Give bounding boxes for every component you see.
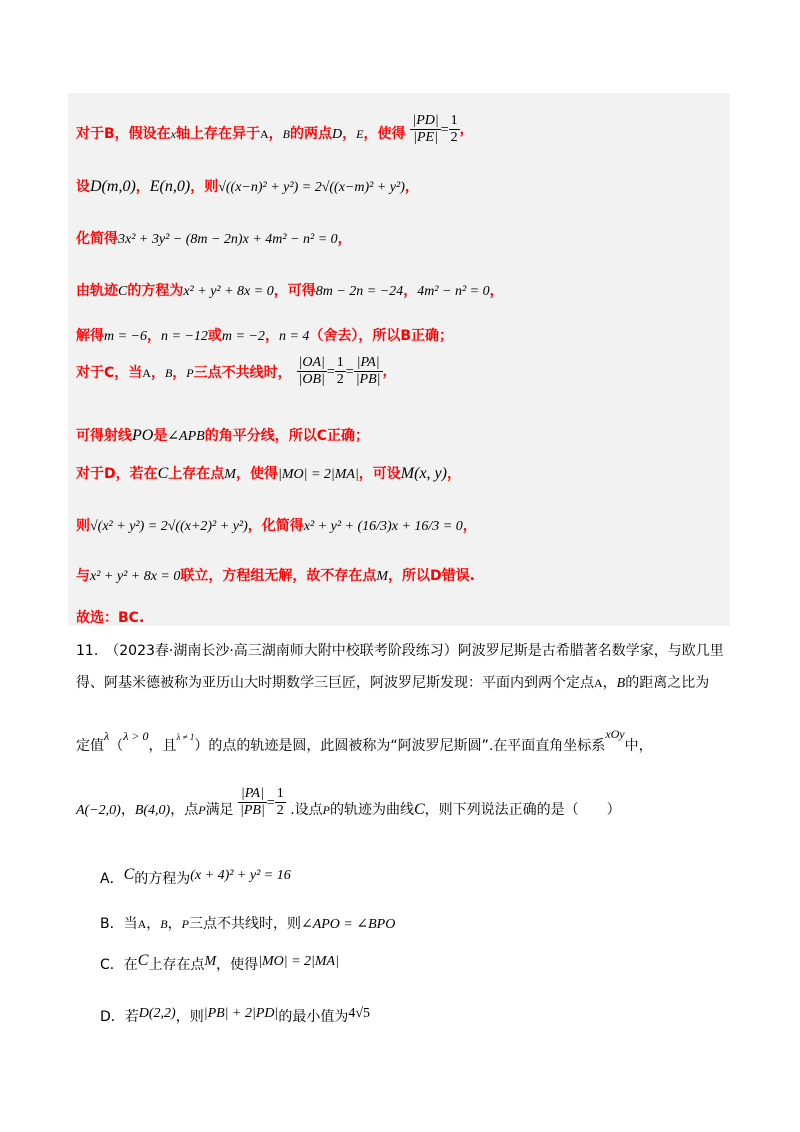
text: ，化简得 [247,518,304,534]
text: 的两点 [290,125,333,142]
fraction-half: $\frac{1}{2}$ [336,355,344,387]
text: ，则 [190,179,219,195]
text: 对于D，若在 [76,466,158,482]
math-A: A [137,917,147,931]
text: B．当 [100,916,138,932]
text: ，可设 [358,466,401,482]
fraction-half: $\frac{1}{2}$ [450,113,458,145]
equation-option-c: |MO| = 2|MA| [258,954,339,969]
equation-simplified: 3x² + 3y² − (8m − 2n)x + 4m² − n² = 0 [118,232,338,247]
text: 三点不共线时， [193,364,292,381]
equals: = [345,364,354,380]
text: 的方程为 [134,871,191,887]
math-xOy: xOy [605,727,625,741]
math-C: C [118,284,128,299]
solution-line-c1 [76,355,397,388]
text: ， [403,283,418,299]
text: 的角平分线，所以C正确； [204,428,369,444]
math-M: M [224,467,236,482]
solution-answer: 故选：BC. [76,610,145,626]
math-C: C [413,800,425,818]
equation-option-b: ∠APO = ∠BPO [300,917,396,932]
text: A． [100,871,124,887]
text: （舍去），所以B正确； [309,328,454,344]
text: 由轨迹 [76,283,118,299]
text: 是 [153,428,168,444]
fraction-pd-pe: $\frac{|PD|}{|PE|}$ [412,113,439,145]
question-line-1: 11. （2023春·湖南长沙·高三湖南师大附中校联考阶段练习）阿波罗尼斯是古希腊著名数学家，与欧几里 [76,643,724,659]
text: 则 [76,518,90,534]
text: 联立，方程组无解，故不存在点 [180,568,377,584]
text: ，使得 [216,957,259,973]
math-C: C [123,866,135,883]
text: 对于C，当 [76,364,143,381]
fraction-pa-pb: $\frac{|PA|}{|PB|}$ [355,355,381,387]
text: 设 [76,179,90,195]
text: ， [404,179,419,195]
text: 的方程为 [127,283,184,299]
solution-line-d3 [76,565,475,585]
text: 中， [624,738,653,754]
text: ， [120,801,135,818]
question-line-3 [76,727,653,755]
text: 的轨迹为曲线 [329,801,414,818]
math-m2: m = −2 [221,329,265,344]
equation-linear: 8m − 2n = −24 [315,284,404,299]
text: 对于B，假设在 [76,125,171,142]
text: 三点不共线时，则 [188,916,301,932]
equation-distance: √((x−n)² + y²) = 2√((x−m)² + y²) [218,180,405,195]
equals: = [266,795,275,811]
math-C: C [137,952,149,969]
text: 解得 [76,328,104,344]
math-D-coord: D(m,0) [90,178,136,195]
math-point-D: D(2,2) [138,1006,176,1021]
text: 的最小值为 [278,1009,349,1025]
question-line-4 [76,786,621,819]
math-point-B: B(4,0) [134,802,171,818]
math-lambda: λ [104,729,110,743]
math-B: B [282,126,291,141]
text: 得、阿基米德被称为亚历山大时期数学三巨匠，阿波罗尼斯发现：平面内到两个定点 [76,675,594,691]
math-P: P [198,802,206,817]
text: ， [459,121,474,138]
text: ， [446,466,461,482]
text: 化简得 [76,231,118,247]
math-angle-APB: ∠APB [167,429,205,444]
text: ， [150,364,165,381]
text: ，点 [170,801,199,818]
text: ， [172,364,187,381]
math-D: D [332,126,343,142]
math-M-coord: M(x, y) [400,465,447,482]
text: ，可得 [273,283,316,299]
math-point-A: A(−2,0) [76,802,121,818]
text: ， [462,518,477,534]
option-b[interactable] [100,913,395,933]
text: ， [337,231,352,247]
math-A: A [260,126,269,141]
math-A: A [594,676,603,690]
math-E-coord: E(n,0) [149,178,191,195]
option-d[interactable] [100,1006,370,1026]
equation-option-a: (x + 4)² + y² = 16 [190,868,291,883]
math-B: B [160,917,168,931]
math-P: P [186,365,194,380]
text: ， [146,916,161,932]
math-E: E [356,126,364,141]
math-B: B [164,365,173,380]
text: D．若 [100,1009,139,1025]
text: ， [135,179,150,195]
text: C．在 [100,957,138,973]
math-M: M [204,954,217,969]
solution-line-b4 [76,280,504,300]
math-P: P [322,802,330,817]
fraction-half: $\frac{1}{2}$ [276,786,284,818]
equation-option-d: |PB| + 2|PD| [203,1006,279,1021]
text: 与 [76,568,90,584]
text: ， [489,283,504,299]
math-P: P [181,917,189,931]
fraction-oa-ob: $\frac{|OA|}{|OB|}$ [298,355,325,387]
text: 满足 [205,801,234,818]
text: ，使得 [363,125,406,142]
math-min-value: 4√5 [348,1006,371,1021]
equation-quadratic: 4m² − n² = 0 [417,284,490,299]
math-n1: n = −12 [161,329,208,344]
solution-line-d2 [76,515,477,535]
text: 可得射线 [76,428,132,444]
solution-line-b1 [76,113,474,146]
equals: = [440,122,449,138]
option-a[interactable] [100,866,291,888]
text: ，则下列说法正确的是（ ） [424,801,621,818]
equation-mo-ma: |MO| = 2|MA| [277,467,359,482]
text: 上存在点 [148,957,205,973]
math-A: A [142,365,151,380]
text: 的距离之比为 [625,675,710,691]
fraction-pa-pb: $\frac{|PA|}{|PB|}$ [240,786,265,818]
text: ， [268,125,283,142]
text: （ [109,738,124,754]
equation-circle: x² + y² + 8x = 0 [183,284,274,299]
math-M: M [376,569,389,584]
text: ，使得 [235,466,278,482]
text: ， [342,125,357,142]
question-line-2 [76,672,709,692]
solution-line-b2 [76,176,419,196]
math-PO: PO [132,427,154,444]
equation-simplified-d: x² + y² + (16/3)x + 16/3 = 0 [303,519,463,534]
text: ， [382,363,397,380]
text: ， [147,328,162,344]
text: 上存在点 [168,466,225,482]
math-lambda-positive: λ > 0 [123,729,149,743]
math-m1: m = −6 [104,329,148,344]
math-lambda-not-one: λ ≠ 1 [176,732,195,742]
text: ，所以D错误. [388,568,476,584]
solution-line-c2 [76,425,369,445]
text: ， [264,328,279,344]
text: ， [167,916,182,932]
option-c[interactable] [100,952,339,974]
text: 或 [207,328,222,344]
math-C: C [157,465,169,482]
math-x: x [170,126,176,141]
text: ，则 [175,1009,204,1025]
text: ，且 [148,738,177,754]
text: 轴上存在异于 [176,125,260,142]
solution-line-b5 [76,325,453,345]
text: 定值 [76,738,104,754]
equals: = [326,364,335,380]
math-n2: n = 4 [278,329,310,344]
text: .设点 [290,801,323,818]
solution-line-b3 [76,228,352,248]
equation-distance-d: √(x² + y²) = 2√((x+2)² + y²) [90,519,248,534]
text: ， [602,675,617,691]
equation-circle: x² + y² + 8x = 0 [90,569,181,584]
text: ）的点的轨迹是圆，此圆被称为“阿波罗尼斯圆”.在平面直角坐标系 [194,738,606,754]
math-B: B [616,676,626,691]
solution-line-d1 [76,463,461,483]
